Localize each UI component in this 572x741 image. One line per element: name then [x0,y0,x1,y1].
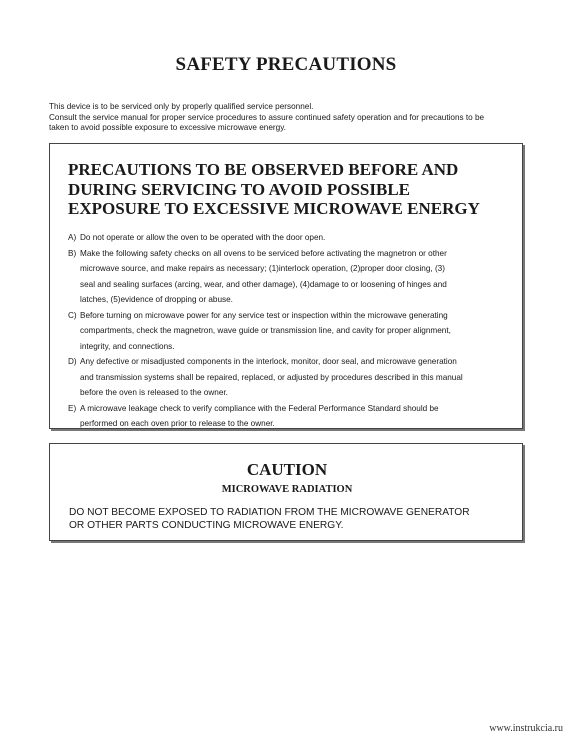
intro-text [49,102,529,134]
caution-subtitle: MICROWAVE RADIATION [221,484,353,495]
page-title: SAFETY PRECAUTIONS [175,54,397,75]
precaution-item-a [68,230,518,246]
item-label: D) [68,357,77,366]
item-line: compartments, check the magnetron, wave guide or transmission line, and cavity for proper alignment, [80,326,451,335]
item-line: Any defective or misadjusted components in the interlock, monitor, door seal, and microwave generation [80,357,457,366]
item-line: A microwave leakage check to verify compliance with the Federal Performance Standard should be [80,403,439,413]
item-label: C) [68,310,77,320]
caution-text [69,506,470,532]
intro-line: taken to avoid possible exposure to excessive microwave energy. [49,123,286,133]
heading-line: PRECAUTIONS TO BE OBSERVED BEFORE AND [68,160,459,179]
item-line: Make the following safety checks on all ovens to be serviced before activating the magnetron or other [80,248,447,258]
precaution-item-c [68,308,518,355]
item-line: Do not operate or allow the oven to be operated with the door open. [80,233,326,242]
heading-line: DURING SERVICING TO AVOID POSSIBLE [68,179,411,199]
precaution-item-d [68,354,518,401]
precautions-list [68,230,518,432]
item-label: A) [68,233,77,242]
item-label: B) [68,248,77,258]
precautions-heading [68,160,480,219]
item-line: microwave source, and make repairs as necessary; (1)interlock operation, (2)proper door closing, (3) [80,264,445,273]
item-line: Before turning on microwave power for any service test or inspection within the microwave generating [80,310,448,320]
precaution-item-b [68,246,518,308]
caution-box [49,443,523,541]
intro-line: Consult the service manual for proper service procedures to assure continued safety operation and for precautions to be [49,112,485,122]
precaution-item-e [68,401,518,432]
item-line: performed on each oven prior to release to the owner. [80,419,275,428]
intro-line: This device is to be serviced only by properly qualified service personnel. [49,102,314,111]
item-line: before the oven is released to the owner. [80,388,228,397]
caution-line: OR OTHER PARTS CONDUCTING MICROWAVE ENERGY. [69,520,344,531]
watermark: www.instrukcia.ru [489,723,563,734]
item-label: E) [68,403,77,413]
caution-title: CAUTION [246,460,328,479]
item-line: latches, (5)evidence of dropping or abuse. [80,295,233,304]
heading-line: EXPOSURE TO EXCESSIVE MICROWAVE ENERGY [68,199,480,218]
item-line: integrity, and connections. [80,341,175,351]
item-line: and transmission systems shall be repaired, replaced, or adjusted by procedures described in this manual [80,372,463,382]
precautions-box [49,143,523,429]
caution-line: DO NOT BECOME EXPOSED TO RADIATION FROM THE MICROWAVE GENERATOR [69,507,470,518]
item-line: seal and sealing surfaces (arcing, wear, and other damage), (4)damage to or loosening of hinges and [80,279,447,289]
